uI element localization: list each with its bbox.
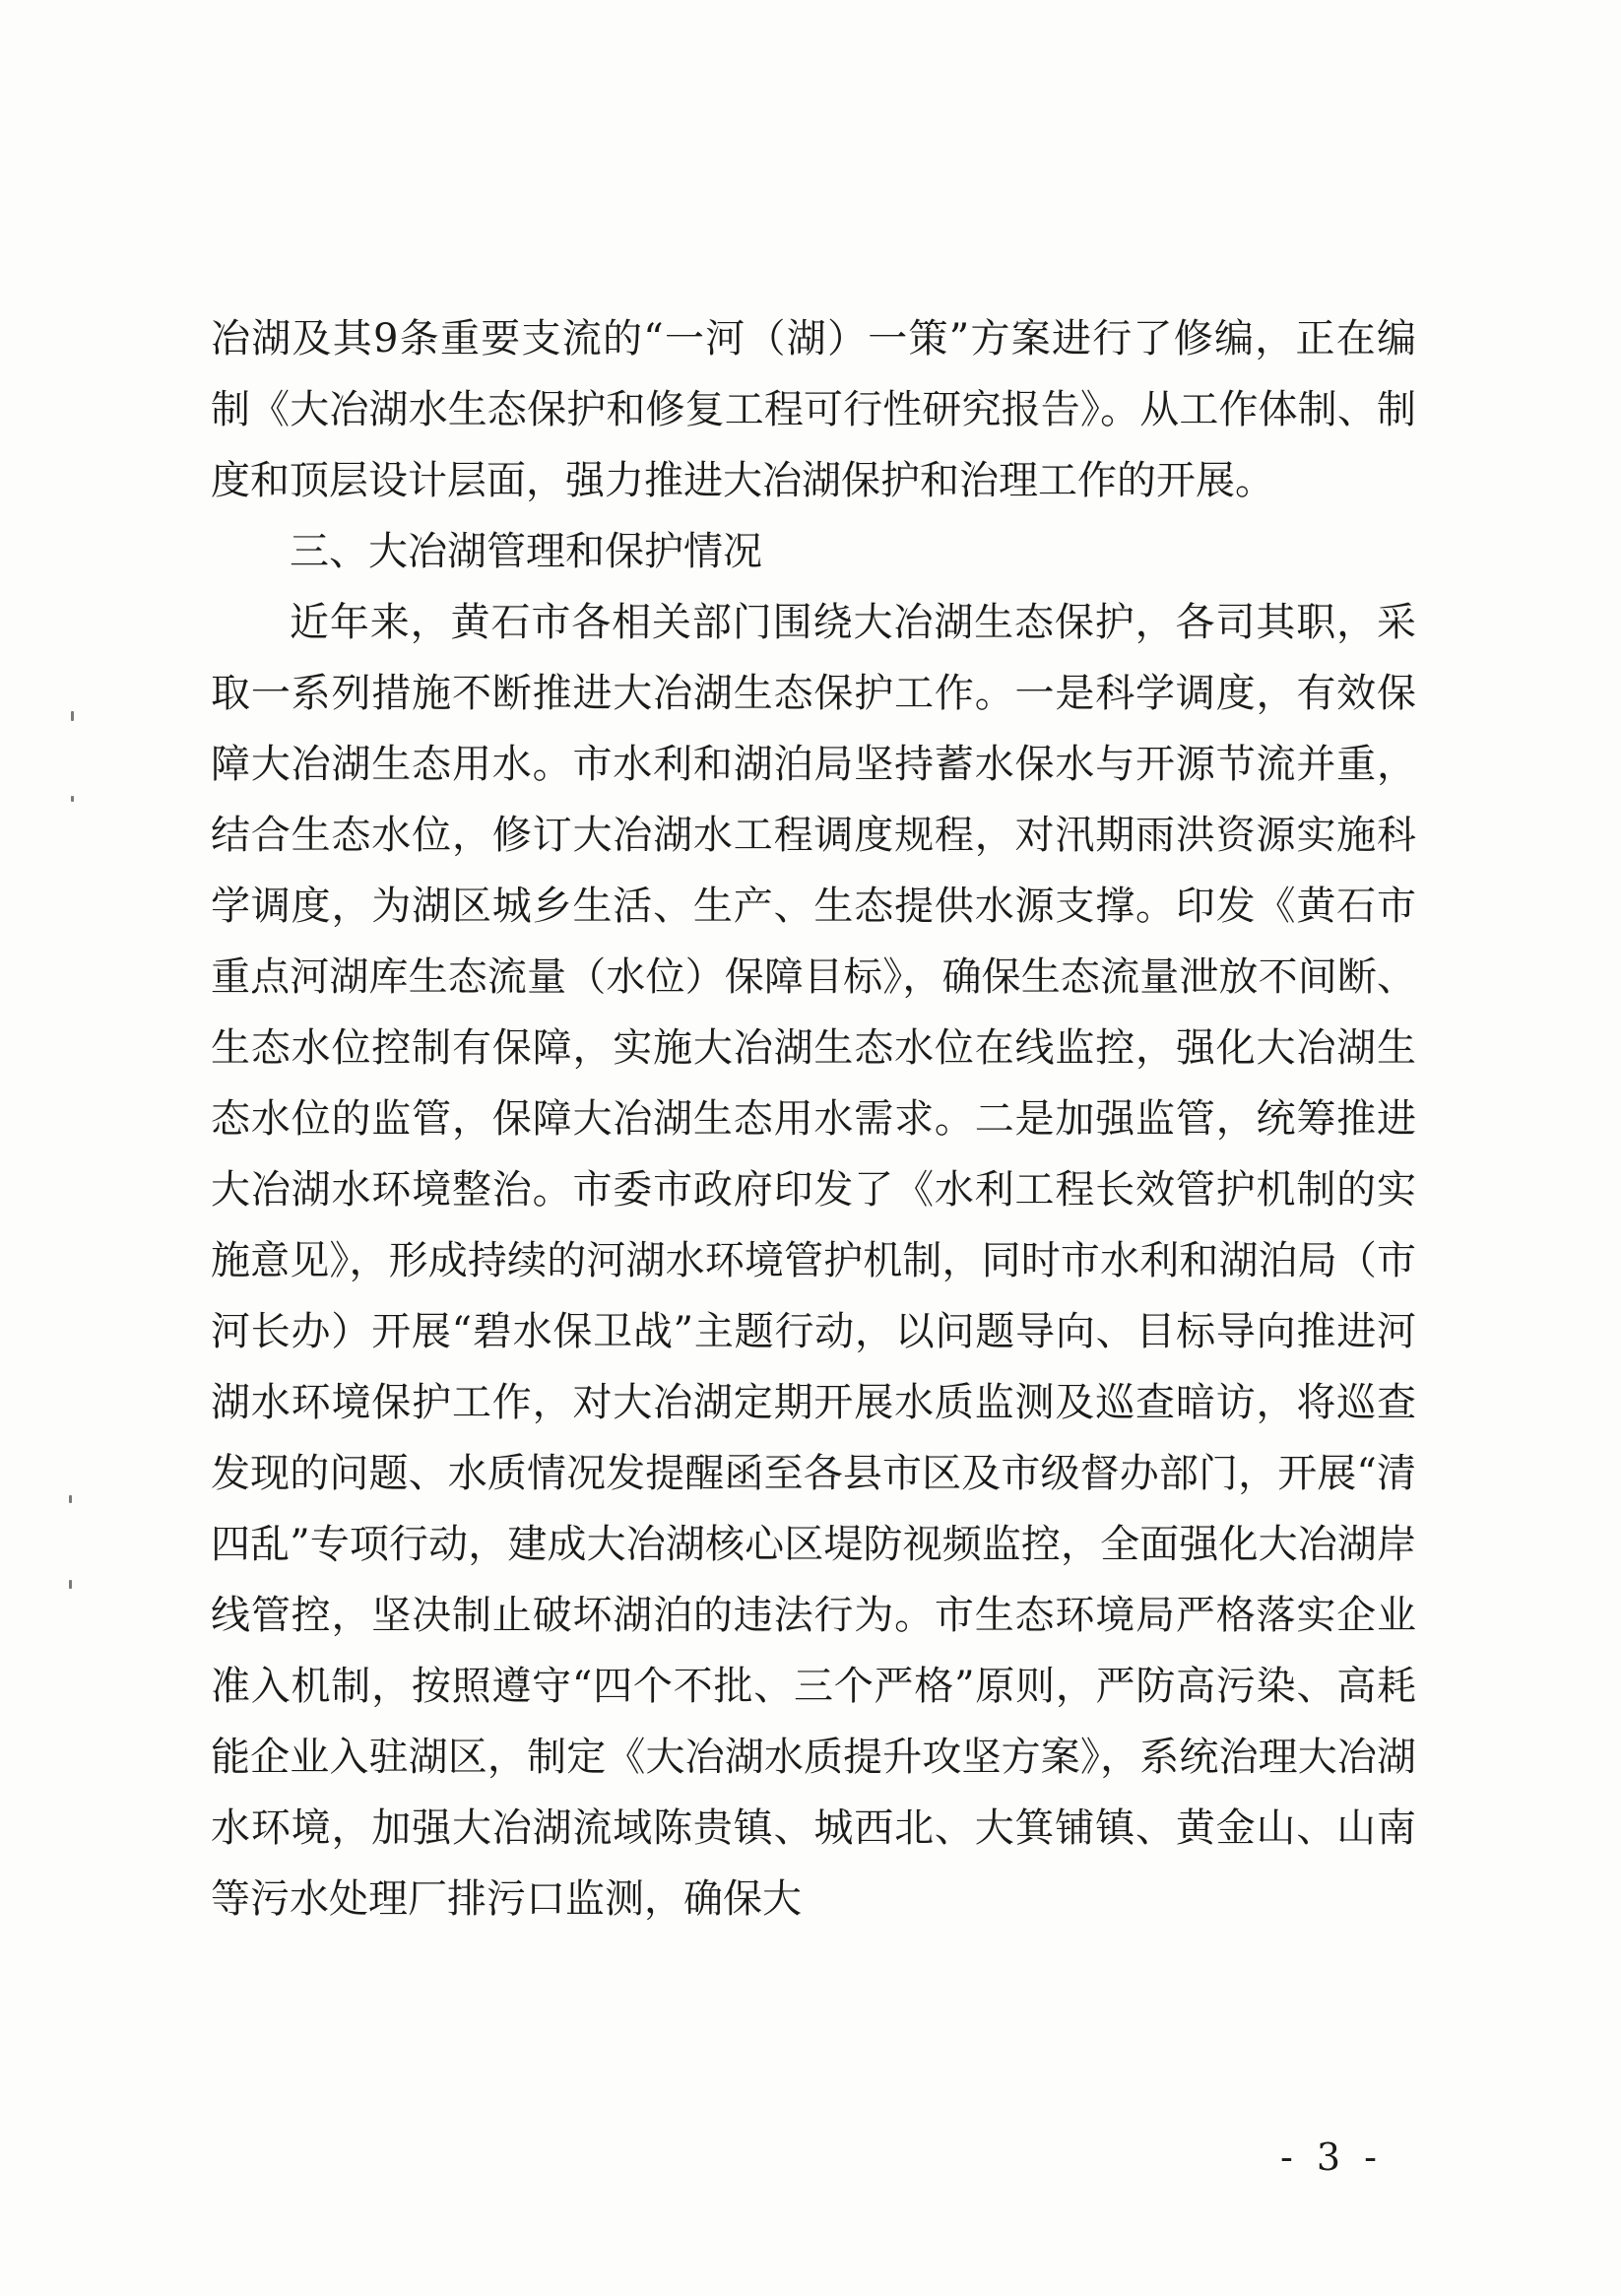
body-paragraph: 近年来，黄石市各相关部门围绕大冶湖生态保护，各司其职，采取一系列措施不断推进大冶湖生态保护工作。一是科学调度，有效保障大冶湖生态用水。市水利和湖泊局坚持蓄水保水与开源节流并重，结合生态水位，修订大冶湖水工程调度规程，对汛期雨洪资源实施科学调度，为湖区城乡生活、生产、生态提供水源支撑。印发《黄石市重点河湖库生态流量（水位）保障目标》，确保生态流量泄放不间断、生态水位控制有保障，实施大冶湖生态水位在线监控，强化大冶湖生态水位的监管，保障大冶湖生态用水需求。二是加强监管，统筹推进大冶湖水环境整治。市委市政府印发了《水利工程长效管护机制的实施意见》，形成持续的河湖水环境管护机制，同时市水利和湖泊局（市河长办）开展“碧水保卫战”主题行动，以问题导向、目标导向推进河湖水环境保护工作，对大冶湖定期开展水质监测及巡查暗访，将巡查发现的问题、水质情况发提醒函至各县市区及市级督办部门，开展“清四乱”专项行动，建成大冶湖核心区堤防视频监控，全面强化大冶湖岸线管控，坚决制止破坏湖泊的违法行为。市生态环境局严格落实企业准入机制，按照遵守“四个不批、三个严格”原则，严防高污染、高耗能企业入驻湖区，制定《大冶湖水质提升攻坚方案》，系统治理大冶湖水环境，加强大冶湖流域陈贵镇、城西北、大箕铺镇、黄金山、山南等污水处理厂排污口监测，确保大: [211, 600, 1416, 1922]
continued-paragraph: 冶湖及其9条重要支流的“一河（湖）一策”方案进行了修编，正在编制《大冶湖水生态保护和修复工程可行性研究报告》。从工作体制、制度和顶层设计层面，强力推进大冶湖保护和治理工作的开展。: [211, 316, 1416, 503]
section-heading: 三、大冶湖管理和保护情况: [290, 529, 762, 574]
scan-mark: [71, 796, 74, 802]
scan-mark: [71, 711, 74, 721]
scan-mark: [69, 1580, 72, 1589]
document-body: [211, 303, 1416, 1935]
page-number: - 3 -: [1280, 2135, 1384, 2179]
scan-mark: [69, 1495, 72, 1503]
